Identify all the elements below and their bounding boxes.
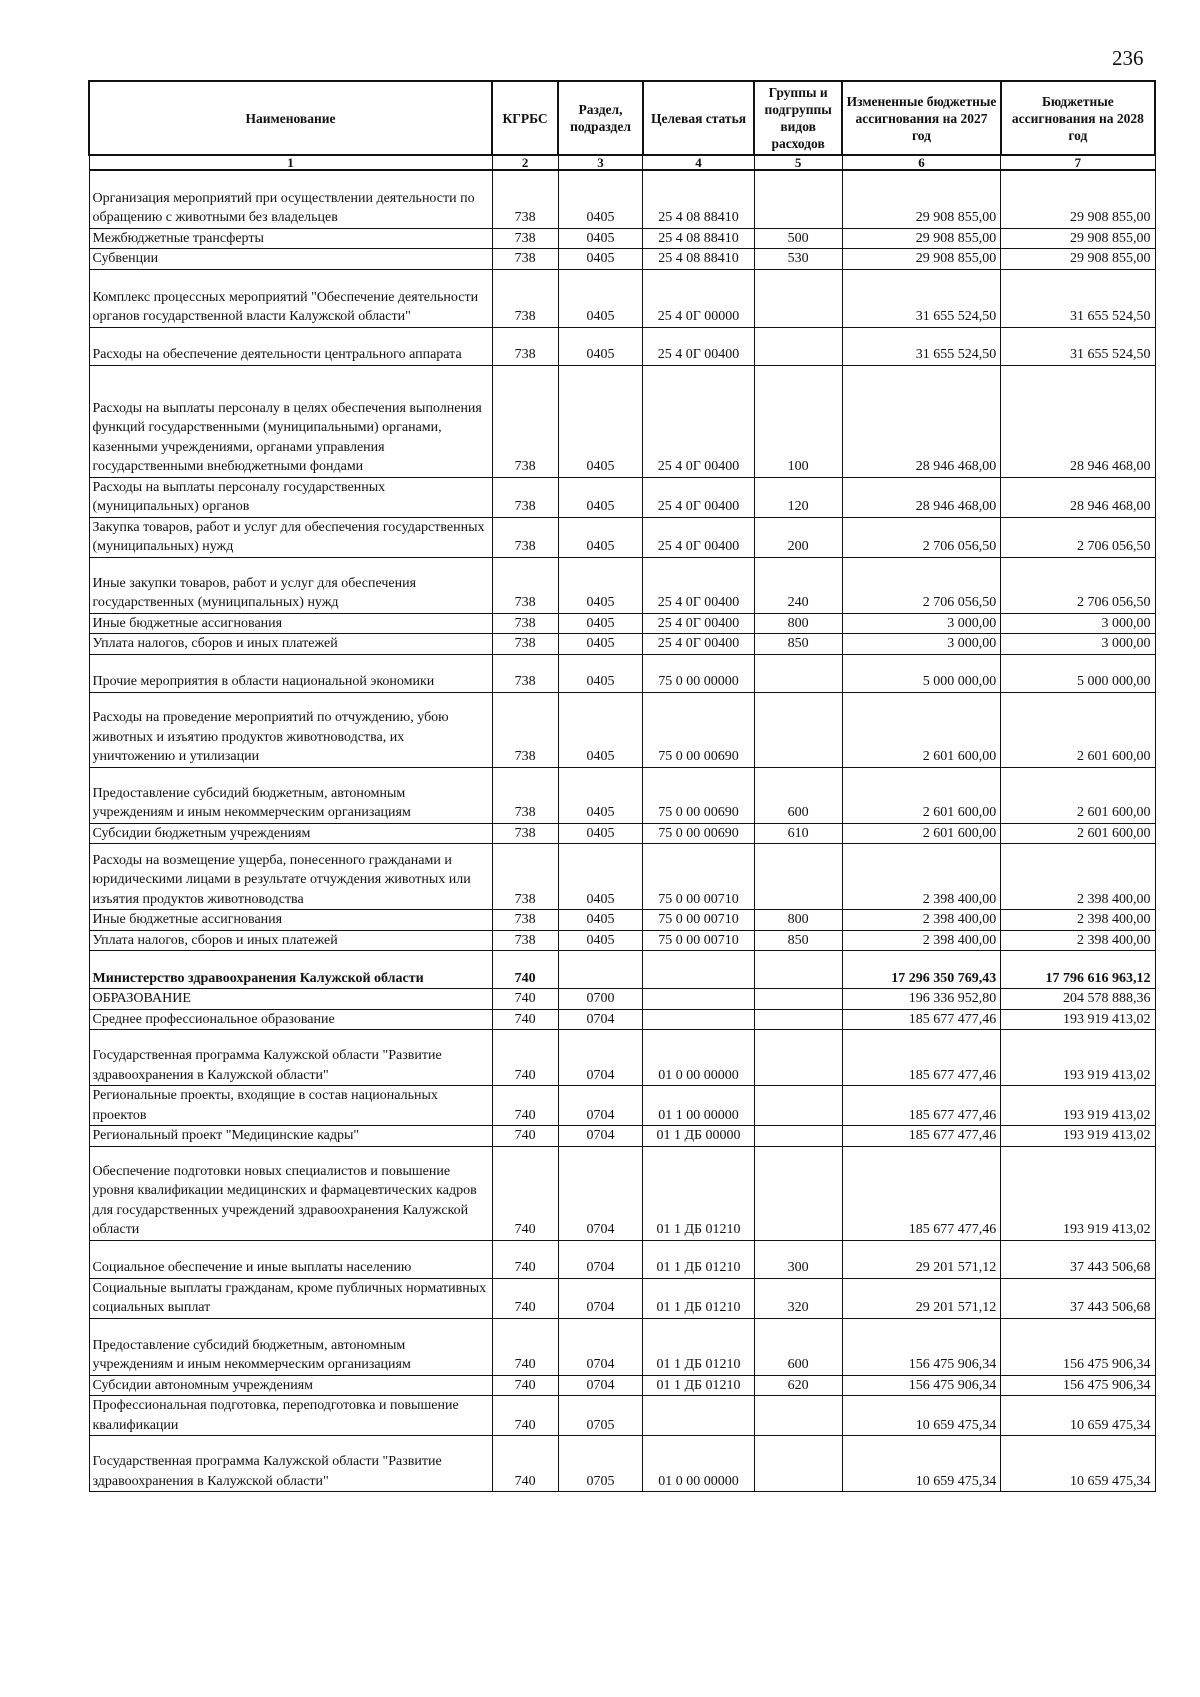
row-name: Министерство здравоохранения Калужской области [89, 951, 492, 989]
row-amount-2028: 2 706 056,50 [1001, 557, 1155, 613]
row-section: 0704 [558, 1126, 643, 1147]
table-row [89, 327, 1155, 365]
row-amount-2027: 2 601 600,00 [842, 767, 1001, 823]
row-kgrbs: 738 [492, 269, 558, 327]
row-section: 0405 [558, 844, 643, 910]
row-group [754, 1396, 842, 1436]
row-section: 0704 [558, 1030, 643, 1086]
row-amount-2028: 193 919 413,02 [1001, 1086, 1155, 1126]
row-kgrbs: 740 [492, 1375, 558, 1396]
row-amount-2027: 17 296 350 769,43 [842, 951, 1001, 989]
header-target: Целевая статья [643, 81, 754, 155]
row-amount-2027: 2 706 056,50 [842, 557, 1001, 613]
row-amount-2028: 2 398 400,00 [1001, 930, 1155, 951]
row-group: 500 [754, 228, 842, 249]
row-section: 0405 [558, 517, 643, 557]
row-target: 01 1 ДБ 01210 [643, 1278, 754, 1318]
row-amount-2027: 31 655 524,50 [842, 327, 1001, 365]
row-target: 01 1 ДБ 01210 [643, 1240, 754, 1278]
row-kgrbs: 740 [492, 1396, 558, 1436]
table-row [89, 692, 1155, 767]
row-target: 25 4 08 88410 [643, 228, 754, 249]
row-section: 0405 [558, 692, 643, 767]
row-amount-2027: 2 706 056,50 [842, 517, 1001, 557]
row-name: Иные бюджетные ассигнования [89, 910, 492, 931]
row-target: 25 4 0Г 00400 [643, 613, 754, 634]
row-amount-2028: 17 796 616 963,12 [1001, 951, 1155, 989]
row-kgrbs: 740 [492, 1318, 558, 1375]
row-section: 0405 [558, 613, 643, 634]
row-kgrbs: 738 [492, 365, 558, 477]
row-name: Уплата налогов, сборов и иных платежей [89, 634, 492, 655]
row-target: 75 0 00 00690 [643, 767, 754, 823]
row-target: 25 4 0Г 00400 [643, 634, 754, 655]
row-name: Социальные выплаты гражданам, кроме публичных нормативных социальных выплат [89, 1278, 492, 1318]
row-kgrbs: 740 [492, 951, 558, 989]
row-amount-2028: 193 919 413,02 [1001, 1009, 1155, 1030]
row-target: 75 0 00 00710 [643, 930, 754, 951]
row-amount-2028: 31 655 524,50 [1001, 269, 1155, 327]
row-group: 850 [754, 634, 842, 655]
row-amount-2028: 10 659 475,34 [1001, 1396, 1155, 1436]
row-target: 01 1 ДБ 01210 [643, 1318, 754, 1375]
row-group: 300 [754, 1240, 842, 1278]
budget-table [88, 80, 1156, 1492]
row-group: 200 [754, 517, 842, 557]
row-group: 850 [754, 930, 842, 951]
row-amount-2028: 37 443 506,68 [1001, 1278, 1155, 1318]
row-amount-2028: 193 919 413,02 [1001, 1126, 1155, 1147]
row-target: 75 0 00 00690 [643, 823, 754, 844]
row-amount-2028: 2 601 600,00 [1001, 767, 1155, 823]
row-target [643, 951, 754, 989]
row-name: Расходы на выплаты персоналу государственных (муниципальных) органов [89, 477, 492, 517]
row-amount-2028: 3 000,00 [1001, 613, 1155, 634]
row-kgrbs: 740 [492, 1436, 558, 1492]
row-target: 25 4 08 88410 [643, 170, 754, 228]
row-kgrbs: 738 [492, 170, 558, 228]
row-kgrbs: 738 [492, 613, 558, 634]
row-amount-2027: 196 336 952,80 [842, 989, 1001, 1010]
row-amount-2028: 193 919 413,02 [1001, 1030, 1155, 1086]
row-amount-2027: 10 659 475,34 [842, 1396, 1001, 1436]
table-row [89, 1240, 1155, 1278]
row-group: 800 [754, 613, 842, 634]
row-name: Расходы на выплаты персоналу в целях обеспечения выполнения функций государственными (муниципальными) органами, казенными учреждениями, органами управления государственными внебюджетными фондами [89, 365, 492, 477]
column-number: 6 [842, 155, 1001, 170]
row-amount-2028: 29 908 855,00 [1001, 228, 1155, 249]
table-row [89, 1009, 1155, 1030]
table-row [89, 365, 1155, 477]
row-group [754, 1009, 842, 1030]
row-section: 0704 [558, 1009, 643, 1030]
header-budget-2028: Бюджетные ассигнования на 2028 год [1001, 81, 1155, 155]
row-group [754, 1436, 842, 1492]
row-amount-2028: 5 000 000,00 [1001, 654, 1155, 692]
row-name: Государственная программа Калужской области "Развитие здравоохранения в Калужской области" [89, 1030, 492, 1086]
row-amount-2027: 31 655 524,50 [842, 269, 1001, 327]
row-section: 0405 [558, 557, 643, 613]
row-kgrbs: 738 [492, 654, 558, 692]
row-target [643, 1009, 754, 1030]
row-kgrbs: 738 [492, 634, 558, 655]
row-group [754, 1086, 842, 1126]
row-target: 25 4 0Г 00000 [643, 269, 754, 327]
row-amount-2027: 185 677 477,46 [842, 1009, 1001, 1030]
row-amount-2028: 193 919 413,02 [1001, 1146, 1155, 1240]
row-amount-2027: 2 601 600,00 [842, 692, 1001, 767]
table-row [89, 767, 1155, 823]
row-name: Организация мероприятий при осуществлении деятельности по обращению с животными без владельцев [89, 170, 492, 228]
column-number: 2 [492, 155, 558, 170]
row-amount-2028: 2 601 600,00 [1001, 692, 1155, 767]
table-row [89, 951, 1155, 989]
row-amount-2027: 3 000,00 [842, 634, 1001, 655]
row-amount-2027: 29 201 571,12 [842, 1240, 1001, 1278]
row-kgrbs: 740 [492, 989, 558, 1010]
row-section: 0704 [558, 1240, 643, 1278]
row-amount-2028: 204 578 888,36 [1001, 989, 1155, 1010]
row-group: 620 [754, 1375, 842, 1396]
row-kgrbs: 738 [492, 930, 558, 951]
table-row [89, 823, 1155, 844]
row-target: 75 0 00 00690 [643, 692, 754, 767]
header-name: Наименование [89, 81, 492, 155]
row-section: 0405 [558, 910, 643, 931]
row-amount-2027: 185 677 477,46 [842, 1146, 1001, 1240]
row-amount-2027: 185 677 477,46 [842, 1086, 1001, 1126]
row-group [754, 170, 842, 228]
row-group: 240 [754, 557, 842, 613]
row-target: 25 4 0Г 00400 [643, 557, 754, 613]
row-section: 0704 [558, 1146, 643, 1240]
row-amount-2027: 29 201 571,12 [842, 1278, 1001, 1318]
row-section: 0405 [558, 654, 643, 692]
row-target: 01 0 00 00000 [643, 1030, 754, 1086]
row-kgrbs: 740 [492, 1240, 558, 1278]
row-amount-2027: 28 946 468,00 [842, 477, 1001, 517]
row-amount-2027: 3 000,00 [842, 613, 1001, 634]
row-group: 100 [754, 365, 842, 477]
row-name: Расходы на обеспечение деятельности центрального аппарата [89, 327, 492, 365]
row-section: 0405 [558, 634, 643, 655]
row-section: 0405 [558, 477, 643, 517]
table-row [89, 1396, 1155, 1436]
header-groups: Группы и подгруппы видов расходов [754, 81, 842, 155]
row-name: Иные бюджетные ассигнования [89, 613, 492, 634]
row-group [754, 1126, 842, 1147]
row-kgrbs: 740 [492, 1126, 558, 1147]
row-kgrbs: 740 [492, 1086, 558, 1126]
row-target: 25 4 0Г 00400 [643, 517, 754, 557]
row-target: 25 4 0Г 00400 [643, 477, 754, 517]
row-kgrbs: 740 [492, 1030, 558, 1086]
row-amount-2027: 156 475 906,34 [842, 1375, 1001, 1396]
column-number: 3 [558, 155, 643, 170]
table-row [89, 1086, 1155, 1126]
row-group [754, 1146, 842, 1240]
table-body [89, 170, 1155, 1492]
row-amount-2027: 185 677 477,46 [842, 1126, 1001, 1147]
row-group [754, 844, 842, 910]
table-row [89, 930, 1155, 951]
row-name: Государственная программа Калужской области "Развитие здравоохранения в Калужской области" [89, 1436, 492, 1492]
row-target: 25 4 08 88410 [643, 249, 754, 270]
row-kgrbs: 738 [492, 692, 558, 767]
row-group [754, 951, 842, 989]
row-group: 600 [754, 1318, 842, 1375]
row-group: 530 [754, 249, 842, 270]
header-kgrbs: КГРБС [492, 81, 558, 155]
row-amount-2027: 28 946 468,00 [842, 365, 1001, 477]
row-amount-2028: 2 706 056,50 [1001, 517, 1155, 557]
row-target [643, 1396, 754, 1436]
row-target: 75 0 00 00710 [643, 910, 754, 931]
row-section: 0405 [558, 930, 643, 951]
row-group [754, 692, 842, 767]
row-amount-2027: 185 677 477,46 [842, 1030, 1001, 1086]
row-target: 25 4 0Г 00400 [643, 327, 754, 365]
row-amount-2028: 2 398 400,00 [1001, 910, 1155, 931]
row-section: 0705 [558, 1436, 643, 1492]
table-row [89, 910, 1155, 931]
row-name: Прочие мероприятия в области национальной экономики [89, 654, 492, 692]
row-amount-2027: 156 475 906,34 [842, 1318, 1001, 1375]
row-amount-2028: 156 475 906,34 [1001, 1375, 1155, 1396]
row-amount-2027: 29 908 855,00 [842, 170, 1001, 228]
row-kgrbs: 740 [492, 1278, 558, 1318]
row-kgrbs: 738 [492, 249, 558, 270]
row-target: 75 0 00 00000 [643, 654, 754, 692]
row-name: Комплекс процессных мероприятий "Обеспечение деятельности органов государственной власти Калужской области" [89, 269, 492, 327]
row-name: Обеспечение подготовки новых специалистов и повышение уровня квалификации медицинских и фармацевтических кадров для государственных учреждений здравоохранения Калужской области [89, 1146, 492, 1240]
header-changed-2027: Измененные бюджетные ассигнования на 2027 год [842, 81, 1001, 155]
table-row [89, 1278, 1155, 1318]
row-amount-2028: 29 908 855,00 [1001, 170, 1155, 228]
row-target: 01 0 00 00000 [643, 1436, 754, 1492]
row-target: 25 4 0Г 00400 [643, 365, 754, 477]
table-row [89, 654, 1155, 692]
row-kgrbs: 738 [492, 477, 558, 517]
table-row [89, 844, 1155, 910]
row-target: 01 1 ДБ 00000 [643, 1126, 754, 1147]
header-section: Раздел, подраздел [558, 81, 643, 155]
row-kgrbs: 738 [492, 823, 558, 844]
row-name: Среднее профессиональное образование [89, 1009, 492, 1030]
row-amount-2027: 2 601 600,00 [842, 823, 1001, 844]
row-section: 0405 [558, 228, 643, 249]
row-amount-2028: 28 946 468,00 [1001, 365, 1155, 477]
page-number: 236 [1112, 46, 1144, 70]
row-name: Закупка товаров, работ и услуг для обеспечения государственных (муниципальных) нужд [89, 517, 492, 557]
row-name: Региональный проект "Медицинские кадры" [89, 1126, 492, 1147]
column-number: 7 [1001, 155, 1155, 170]
row-amount-2027: 2 398 400,00 [842, 910, 1001, 931]
row-kgrbs: 738 [492, 327, 558, 365]
row-amount-2028: 3 000,00 [1001, 634, 1155, 655]
row-kgrbs: 738 [492, 910, 558, 931]
row-amount-2027: 10 659 475,34 [842, 1436, 1001, 1492]
row-name: Предоставление субсидий бюджетным, автономным учреждениям и иным некоммерческим организациям [89, 767, 492, 823]
row-amount-2027: 29 908 855,00 [842, 228, 1001, 249]
row-amount-2027: 29 908 855,00 [842, 249, 1001, 270]
table-row [89, 1126, 1155, 1147]
row-target [643, 989, 754, 1010]
row-section [558, 951, 643, 989]
row-group: 120 [754, 477, 842, 517]
table-row [89, 989, 1155, 1010]
table-header-row [89, 81, 1155, 155]
row-section: 0405 [558, 823, 643, 844]
row-kgrbs: 738 [492, 767, 558, 823]
table-row [89, 1318, 1155, 1375]
row-amount-2027: 2 398 400,00 [842, 844, 1001, 910]
row-group: 320 [754, 1278, 842, 1318]
column-number: 4 [643, 155, 754, 170]
table-row [89, 634, 1155, 655]
row-target: 75 0 00 00710 [643, 844, 754, 910]
row-name: Иные закупки товаров, работ и услуг для обеспечения государственных (муниципальных) нужд [89, 557, 492, 613]
table-row [89, 517, 1155, 557]
table-row [89, 228, 1155, 249]
row-name: Региональные проекты, входящие в состав национальных проектов [89, 1086, 492, 1126]
row-section: 0405 [558, 327, 643, 365]
row-section: 0704 [558, 1375, 643, 1396]
table-row [89, 477, 1155, 517]
row-name: Профессиональная подготовка, переподготовка и повышение квалификации [89, 1396, 492, 1436]
row-kgrbs: 738 [492, 517, 558, 557]
row-amount-2027: 5 000 000,00 [842, 654, 1001, 692]
row-group [754, 269, 842, 327]
column-number: 5 [754, 155, 842, 170]
table-row [89, 613, 1155, 634]
row-name: Предоставление субсидий бюджетным, автономным учреждениям и иным некоммерческим организациям [89, 1318, 492, 1375]
table-row [89, 1146, 1155, 1240]
row-name: Субвенции [89, 249, 492, 270]
row-name: Социальное обеспечение и иные выплаты населению [89, 1240, 492, 1278]
row-amount-2028: 29 908 855,00 [1001, 249, 1155, 270]
row-kgrbs: 738 [492, 557, 558, 613]
table-row [89, 1030, 1155, 1086]
row-amount-2028: 156 475 906,34 [1001, 1318, 1155, 1375]
row-section: 0704 [558, 1318, 643, 1375]
row-group [754, 1030, 842, 1086]
row-name: ОБРАЗОВАНИЕ [89, 989, 492, 1010]
row-name: Субсидии автономным учреждениям [89, 1375, 492, 1396]
table-row [89, 170, 1155, 228]
row-name: Расходы на проведение мероприятий по отчуждению, убою животных и изъятию продуктов животноводства, их уничтожению и утилизации [89, 692, 492, 767]
row-group [754, 989, 842, 1010]
row-section: 0705 [558, 1396, 643, 1436]
row-amount-2028: 10 659 475,34 [1001, 1436, 1155, 1492]
row-target: 01 1 ДБ 01210 [643, 1146, 754, 1240]
row-section: 0700 [558, 989, 643, 1010]
table-row [89, 557, 1155, 613]
row-amount-2027: 2 398 400,00 [842, 930, 1001, 951]
row-name: Межбюджетные трансферты [89, 228, 492, 249]
table-row [89, 269, 1155, 327]
row-target: 01 1 00 00000 [643, 1086, 754, 1126]
row-name: Уплата налогов, сборов и иных платежей [89, 930, 492, 951]
row-section: 0405 [558, 249, 643, 270]
row-target: 01 1 ДБ 01210 [643, 1375, 754, 1396]
row-section: 0405 [558, 365, 643, 477]
row-name: Субсидии бюджетным учреждениям [89, 823, 492, 844]
row-group [754, 327, 842, 365]
row-amount-2028: 31 655 524,50 [1001, 327, 1155, 365]
column-number-row [89, 155, 1155, 170]
row-name: Расходы на возмещение ущерба, понесенного гражданами и юридическими лицами в результате отчуждения животных или изъятия продуктов животноводства [89, 844, 492, 910]
row-amount-2028: 37 443 506,68 [1001, 1240, 1155, 1278]
row-group [754, 654, 842, 692]
row-kgrbs: 740 [492, 1009, 558, 1030]
row-section: 0704 [558, 1086, 643, 1126]
row-group: 610 [754, 823, 842, 844]
row-amount-2028: 2 398 400,00 [1001, 844, 1155, 910]
row-section: 0405 [558, 767, 643, 823]
column-number: 1 [89, 155, 492, 170]
row-section: 0704 [558, 1278, 643, 1318]
budget-table-container [88, 80, 1156, 1492]
row-amount-2028: 2 601 600,00 [1001, 823, 1155, 844]
row-group: 800 [754, 910, 842, 931]
table-row [89, 249, 1155, 270]
row-kgrbs: 738 [492, 228, 558, 249]
table-row [89, 1375, 1155, 1396]
row-kgrbs: 738 [492, 844, 558, 910]
row-section: 0405 [558, 170, 643, 228]
row-amount-2028: 28 946 468,00 [1001, 477, 1155, 517]
row-kgrbs: 740 [492, 1146, 558, 1240]
table-row [89, 1436, 1155, 1492]
row-section: 0405 [558, 269, 643, 327]
row-group: 600 [754, 767, 842, 823]
